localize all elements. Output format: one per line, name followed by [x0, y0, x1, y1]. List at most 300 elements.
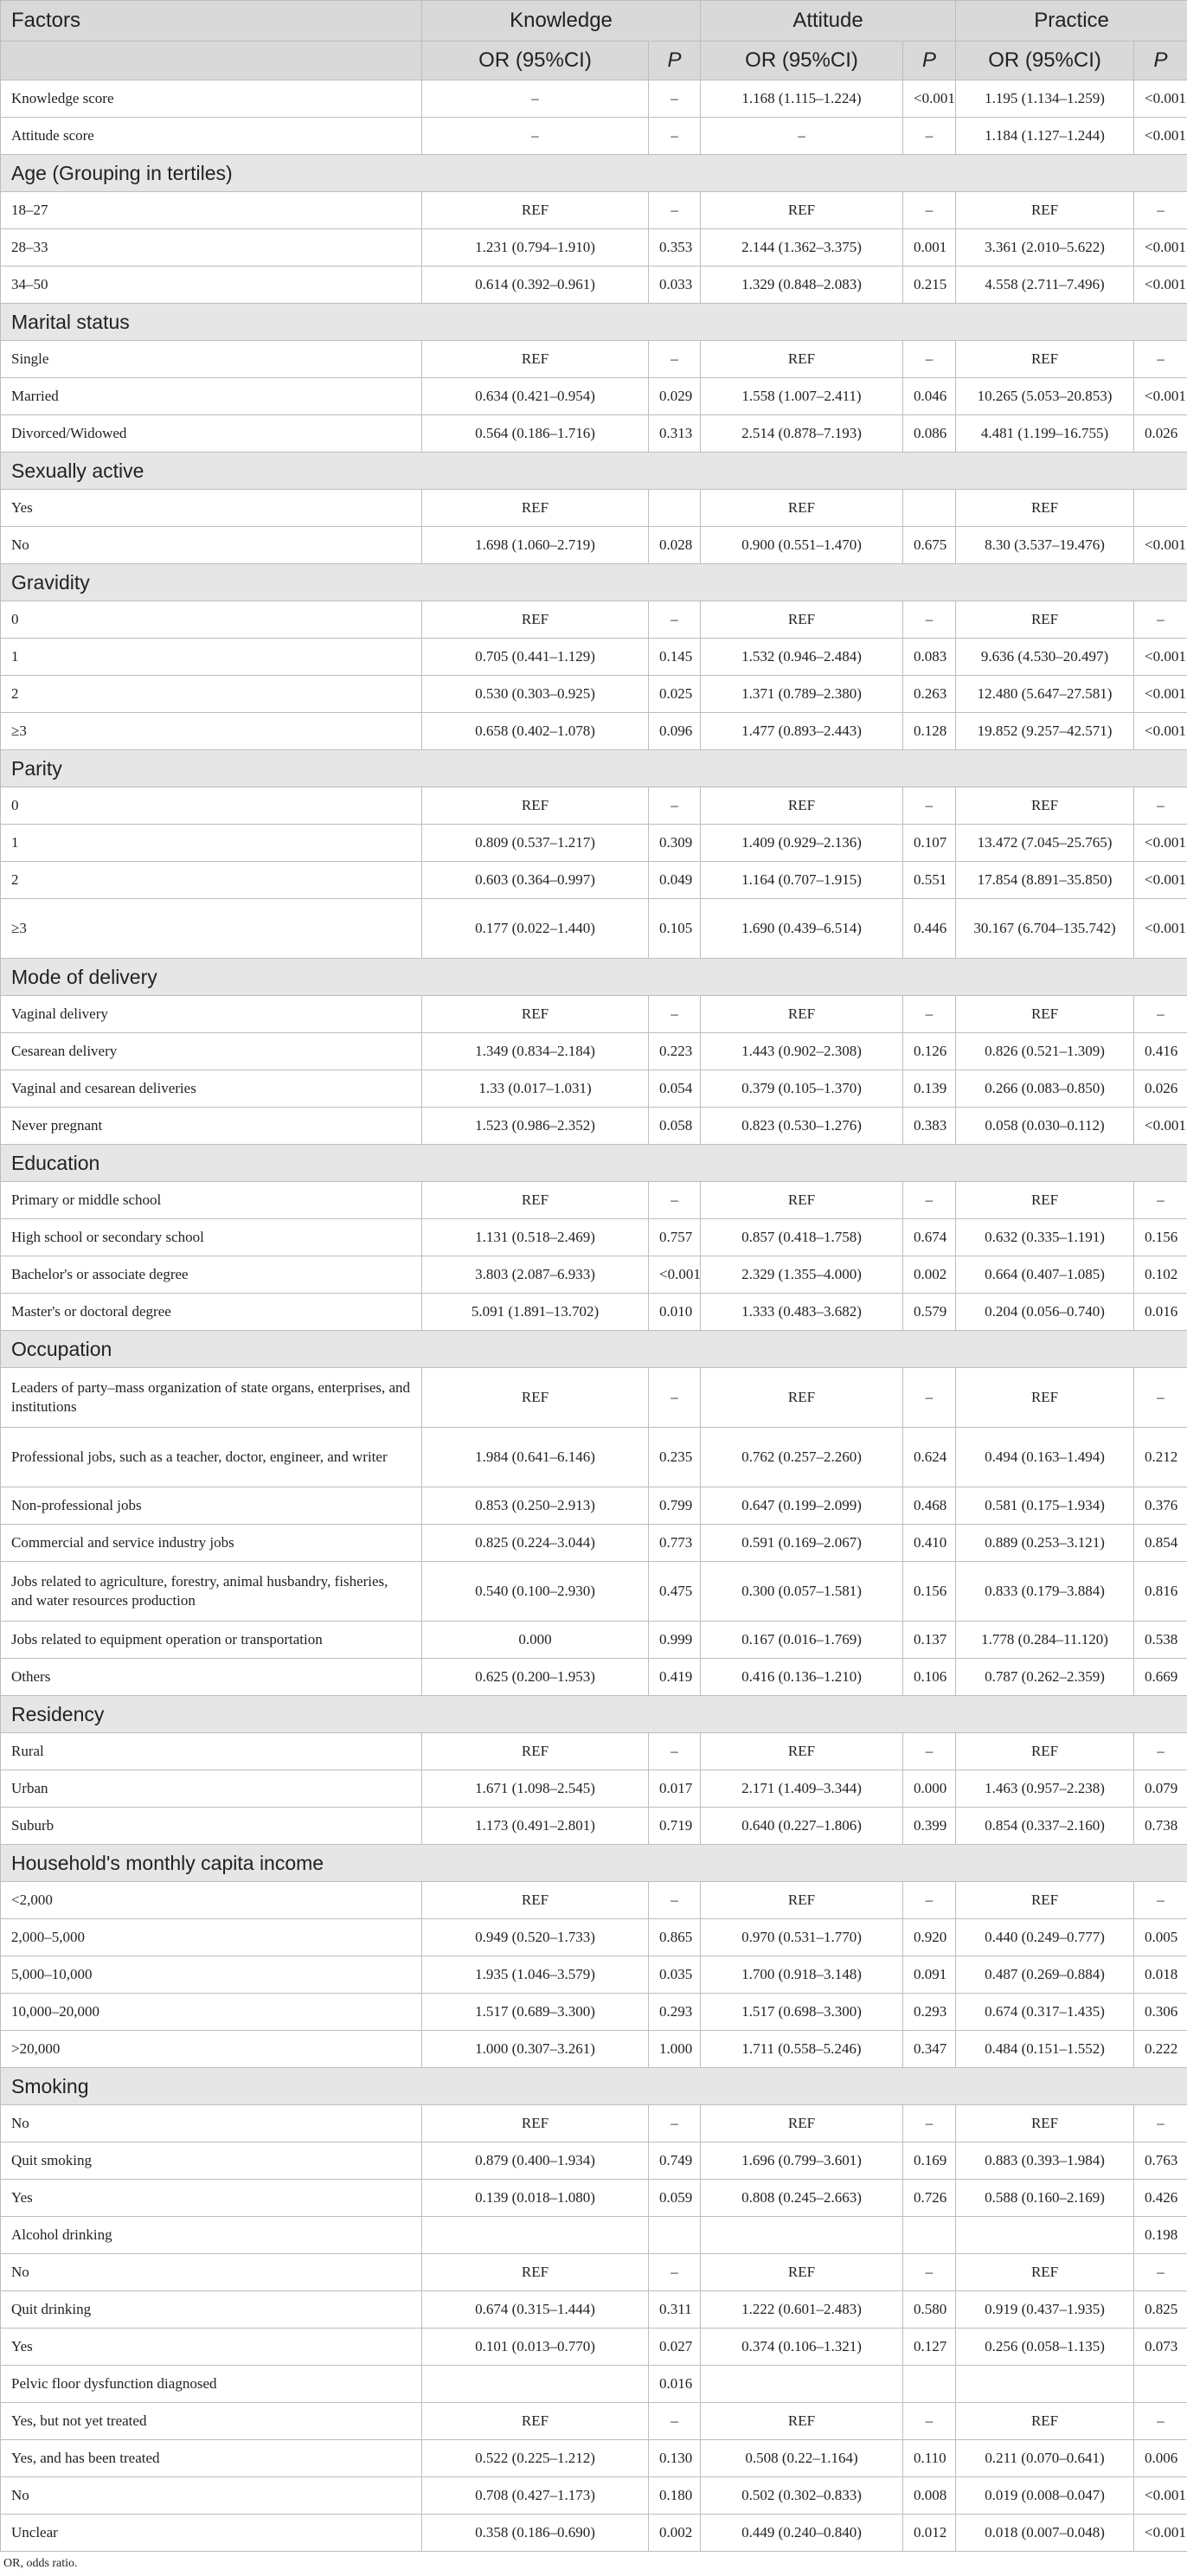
attitude-or-cell: 1.168 (1.115–1.224) — [701, 80, 903, 118]
practice-or-cell: REF — [956, 601, 1134, 639]
attitude-header: Attitude — [701, 1, 956, 42]
table-row — [1, 490, 1187, 527]
attitude-p-cell: 0.551 — [903, 862, 956, 899]
practice-or-cell: REF — [956, 490, 1134, 527]
attitude-p-cell: 0.106 — [903, 1659, 956, 1696]
knowledge-or-cell: 1.935 (1.046–3.579) — [422, 1956, 649, 1994]
practice-p-cell: 0.018 — [1134, 1956, 1187, 1994]
knowledge-p-cell: – — [649, 1368, 701, 1428]
practice-p-cell — [1134, 490, 1187, 527]
factor-label: Single — [1, 341, 422, 378]
knowledge-p-cell: 0.010 — [649, 1294, 701, 1331]
section-title: Sexually active — [1, 453, 1187, 490]
practice-or-cell: 0.019 (0.008–0.047) — [956, 2477, 1134, 2515]
practice-p-cell: <0.001 — [1134, 267, 1187, 304]
or-ci-header: OR (95%CI) — [422, 42, 649, 80]
knowledge-or-cell: REF — [422, 1882, 649, 1919]
attitude-or-cell: – — [701, 118, 903, 155]
table-row — [1, 1659, 1187, 1696]
table-row — [1, 2403, 1187, 2440]
section-header-row — [1, 1845, 1187, 1882]
factor-label: Never pregnant — [1, 1108, 422, 1145]
practice-p-cell: <0.001 — [1134, 229, 1187, 267]
attitude-or-cell: 0.374 (0.106–1.321) — [701, 2329, 903, 2366]
knowledge-p-cell: 0.130 — [649, 2440, 701, 2477]
factors-subheader — [1, 42, 422, 80]
table-row — [1, 1219, 1187, 1256]
table-row — [1, 2477, 1187, 2515]
table-row — [1, 1956, 1187, 1994]
knowledge-or-cell: 0.522 (0.225–1.212) — [422, 2440, 649, 2477]
knowledge-or-cell: 0.614 (0.392–0.961) — [422, 267, 649, 304]
attitude-or-cell: 0.762 (0.257–2.260) — [701, 1428, 903, 1487]
knowledge-p-cell: – — [649, 2403, 701, 2440]
knowledge-or-cell: 1.173 (0.491–2.801) — [422, 1808, 649, 1845]
attitude-p-cell: 0.137 — [903, 1622, 956, 1659]
section-header-row — [1, 304, 1187, 341]
practice-p-cell: <0.001 — [1134, 2477, 1187, 2515]
knowledge-or-cell: 0.949 (0.520–1.733) — [422, 1919, 649, 1956]
knowledge-p-cell: 0.028 — [649, 527, 701, 564]
table-row — [1, 229, 1187, 267]
attitude-p-cell: <0.001 — [903, 80, 956, 118]
knowledge-or-cell: REF — [422, 490, 649, 527]
table-row — [1, 192, 1187, 229]
attitude-or-cell: 1.333 (0.483–3.682) — [701, 1294, 903, 1331]
knowledge-or-cell: 1.131 (0.518–2.469) — [422, 1219, 649, 1256]
factor-label: 5,000–10,000 — [1, 1956, 422, 1994]
attitude-p-cell: 0.001 — [903, 229, 956, 267]
knowledge-or-cell — [422, 2217, 649, 2254]
section-title: Gravidity — [1, 564, 1187, 601]
knowledge-p-cell: – — [649, 996, 701, 1033]
table-row — [1, 1108, 1187, 1145]
practice-p-cell: <0.001 — [1134, 899, 1187, 959]
table-row — [1, 1882, 1187, 1919]
practice-p-cell: <0.001 — [1134, 713, 1187, 750]
knowledge-or-cell: – — [422, 118, 649, 155]
table-row — [1, 2105, 1187, 2142]
practice-or-cell: 4.481 (1.199–16.755) — [956, 415, 1134, 453]
practice-or-cell: 0.581 (0.175–1.934) — [956, 1487, 1134, 1525]
practice-p-cell: <0.001 — [1134, 80, 1187, 118]
attitude-or-cell: 0.900 (0.551–1.470) — [701, 527, 903, 564]
practice-p-cell: – — [1134, 1733, 1187, 1770]
attitude-p-cell: 0.126 — [903, 1033, 956, 1070]
p-value-header: P — [1134, 42, 1187, 80]
attitude-or-cell — [701, 2217, 903, 2254]
attitude-or-cell: 2.514 (0.878–7.193) — [701, 415, 903, 453]
attitude-or-cell: 1.477 (0.893–2.443) — [701, 713, 903, 750]
factor-label: 2,000–5,000 — [1, 1919, 422, 1956]
knowledge-or-cell: REF — [422, 787, 649, 825]
knowledge-or-cell: 0.000 — [422, 1622, 649, 1659]
factor-label: Married — [1, 378, 422, 415]
practice-or-cell: 0.632 (0.335–1.191) — [956, 1219, 1134, 1256]
section-header-row — [1, 1696, 1187, 1733]
knowledge-p-cell: 0.353 — [649, 229, 701, 267]
practice-or-cell: REF — [956, 2254, 1134, 2291]
attitude-or-cell: 0.508 (0.22–1.164) — [701, 2440, 903, 2477]
table-row — [1, 378, 1187, 415]
knowledge-or-cell: 0.708 (0.427–1.173) — [422, 2477, 649, 2515]
practice-p-cell: 0.669 — [1134, 1659, 1187, 1696]
knowledge-p-cell: 0.059 — [649, 2180, 701, 2217]
attitude-p-cell: 0.579 — [903, 1294, 956, 1331]
knowledge-p-cell: – — [649, 2105, 701, 2142]
table-row — [1, 1733, 1187, 1770]
factor-label: Others — [1, 1659, 422, 1696]
practice-p-cell: 0.763 — [1134, 2142, 1187, 2180]
knowledge-p-cell: – — [649, 118, 701, 155]
practice-p-cell: <0.001 — [1134, 825, 1187, 862]
section-title: Residency — [1, 1696, 1187, 1733]
knowledge-p-cell: 0.719 — [649, 1808, 701, 1845]
table-header — [1, 1, 1187, 80]
practice-or-cell: 12.480 (5.647–27.581) — [956, 676, 1134, 713]
table-row — [1, 1368, 1187, 1428]
factor-label: Urban — [1, 1770, 422, 1808]
table-row — [1, 1070, 1187, 1108]
practice-or-cell: 0.787 (0.262–2.359) — [956, 1659, 1134, 1696]
factor-label: 2 — [1, 862, 422, 899]
knowledge-p-cell: 0.311 — [649, 2291, 701, 2329]
knowledge-or-cell: REF — [422, 1182, 649, 1219]
attitude-p-cell: – — [903, 1882, 956, 1919]
practice-or-cell: 4.558 (2.711–7.496) — [956, 267, 1134, 304]
attitude-p-cell: 0.110 — [903, 2440, 956, 2477]
section-title: Marital status — [1, 304, 1187, 341]
section-title: Age (Grouping in tertiles) — [1, 155, 1187, 192]
practice-or-cell: 10.265 (5.053–20.853) — [956, 378, 1134, 415]
knowledge-or-cell: 0.853 (0.250–2.913) — [422, 1487, 649, 1525]
factor-label: Attitude score — [1, 118, 422, 155]
factor-label: Divorced/Widowed — [1, 415, 422, 453]
knowledge-or-cell: 0.564 (0.186–1.716) — [422, 415, 649, 453]
table-row — [1, 1994, 1187, 2031]
knowledge-p-cell: 0.054 — [649, 1070, 701, 1108]
factor-label: Vaginal delivery — [1, 996, 422, 1033]
knowledge-or-cell: 1.523 (0.986–2.352) — [422, 1108, 649, 1145]
practice-p-cell: 0.212 — [1134, 1428, 1187, 1487]
attitude-p-cell: 0.083 — [903, 639, 956, 676]
section-header-row — [1, 155, 1187, 192]
practice-or-cell — [956, 2217, 1134, 2254]
table-row — [1, 2291, 1187, 2329]
table-row — [1, 601, 1187, 639]
practice-p-cell: 0.376 — [1134, 1487, 1187, 1525]
practice-p-cell: 0.073 — [1134, 2329, 1187, 2366]
attitude-or-cell: 0.416 (0.136–1.210) — [701, 1659, 903, 1696]
knowledge-p-cell: 0.235 — [649, 1428, 701, 1487]
practice-or-cell: 0.484 (0.151–1.552) — [956, 2031, 1134, 2068]
practice-or-cell: 3.361 (2.010–5.622) — [956, 229, 1134, 267]
factor-label: No — [1, 2254, 422, 2291]
attitude-p-cell: – — [903, 996, 956, 1033]
factor-label: 0 — [1, 787, 422, 825]
attitude-p-cell: 0.012 — [903, 2515, 956, 2552]
practice-or-cell: 0.018 (0.007–0.048) — [956, 2515, 1134, 2552]
attitude-or-cell: REF — [701, 341, 903, 378]
attitude-p-cell: 0.008 — [903, 2477, 956, 2515]
practice-p-cell: – — [1134, 601, 1187, 639]
table-row — [1, 1182, 1187, 1219]
knowledge-p-cell: 0.293 — [649, 1994, 701, 2031]
practice-header: Practice — [956, 1, 1187, 42]
attitude-p-cell: – — [903, 1368, 956, 1428]
knowledge-or-cell: 1.33 (0.017–1.031) — [422, 1070, 649, 1108]
table-row — [1, 1256, 1187, 1294]
table-row — [1, 2366, 1187, 2403]
attitude-or-cell: 1.696 (0.799–3.601) — [701, 2142, 903, 2180]
attitude-p-cell: – — [903, 2105, 956, 2142]
practice-p-cell: 0.026 — [1134, 415, 1187, 453]
factor-label: Vaginal and cesarean deliveries — [1, 1070, 422, 1108]
attitude-p-cell: – — [903, 118, 956, 155]
factor-label: Quit drinking — [1, 2291, 422, 2329]
knowledge-or-cell: 3.803 (2.087–6.933) — [422, 1256, 649, 1294]
table-row — [1, 1294, 1187, 1331]
practice-p-cell: – — [1134, 1882, 1187, 1919]
factor-label: Rural — [1, 1733, 422, 1770]
attitude-or-cell: 0.379 (0.105–1.370) — [701, 1070, 903, 1108]
practice-p-cell: 0.306 — [1134, 1994, 1187, 2031]
knowledge-p-cell: 0.033 — [649, 267, 701, 304]
table-row — [1, 2254, 1187, 2291]
factor-label: Leaders of party–mass organization of state organs, enterprises, and institutions — [1, 1368, 422, 1428]
practice-or-cell: 0.256 (0.058–1.135) — [956, 2329, 1134, 2366]
knowledge-p-cell: 0.002 — [649, 2515, 701, 2552]
factor-label: Yes, and has been treated — [1, 2440, 422, 2477]
table-row — [1, 787, 1187, 825]
factor-label: Yes, but not yet treated — [1, 2403, 422, 2440]
knowledge-or-cell: 1.349 (0.834–2.184) — [422, 1033, 649, 1070]
knowledge-p-cell: 1.000 — [649, 2031, 701, 2068]
practice-p-cell: 0.198 — [1134, 2217, 1187, 2254]
attitude-or-cell: 1.517 (0.698–3.300) — [701, 1994, 903, 2031]
practice-or-cell: 13.472 (7.045–25.765) — [956, 825, 1134, 862]
knowledge-or-cell: REF — [422, 341, 649, 378]
attitude-or-cell: REF — [701, 2105, 903, 2142]
practice-or-cell: REF — [956, 787, 1134, 825]
table-row — [1, 676, 1187, 713]
knowledge-p-cell: 0.058 — [649, 1108, 701, 1145]
knowledge-or-cell: 5.091 (1.891–13.702) — [422, 1294, 649, 1331]
factor-label: Alcohol drinking — [1, 2217, 422, 2254]
attitude-or-cell: 1.371 (0.789–2.380) — [701, 676, 903, 713]
practice-p-cell: 0.854 — [1134, 1525, 1187, 1562]
knowledge-or-cell: REF — [422, 996, 649, 1033]
practice-p-cell: – — [1134, 2105, 1187, 2142]
practice-or-cell: REF — [956, 1368, 1134, 1428]
factor-label: No — [1, 2477, 422, 2515]
table-row — [1, 1808, 1187, 1845]
knowledge-or-cell: 0.603 (0.364–0.997) — [422, 862, 649, 899]
factor-label: Quit smoking — [1, 2142, 422, 2180]
table-row — [1, 527, 1187, 564]
attitude-p-cell: 0.215 — [903, 267, 956, 304]
section-title: Parity — [1, 750, 1187, 787]
practice-or-cell: 1.184 (1.127–1.244) — [956, 118, 1134, 155]
attitude-or-cell: REF — [701, 1733, 903, 1770]
table-row — [1, 2515, 1187, 2552]
knowledge-p-cell: – — [649, 2254, 701, 2291]
factor-label: Master's or doctoral degree — [1, 1294, 422, 1331]
section-header-row — [1, 750, 1187, 787]
attitude-or-cell: 0.823 (0.530–1.276) — [701, 1108, 903, 1145]
knowledge-p-cell: – — [649, 601, 701, 639]
factor-label: Unclear — [1, 2515, 422, 2552]
practice-p-cell: <0.001 — [1134, 378, 1187, 415]
knowledge-or-cell: 1.517 (0.689–3.300) — [422, 1994, 649, 2031]
practice-p-cell: <0.001 — [1134, 527, 1187, 564]
attitude-or-cell: 0.647 (0.199–2.099) — [701, 1487, 903, 1525]
practice-or-cell: 1.778 (0.284–11.120) — [956, 1622, 1134, 1659]
attitude-p-cell: 0.624 — [903, 1428, 956, 1487]
attitude-p-cell: 0.675 — [903, 527, 956, 564]
knowledge-p-cell: 0.025 — [649, 676, 701, 713]
table-row — [1, 2142, 1187, 2180]
knowledge-or-cell: 1.698 (1.060–2.719) — [422, 527, 649, 564]
knowledge-or-cell: 0.879 (0.400–1.934) — [422, 2142, 649, 2180]
practice-p-cell: 0.738 — [1134, 1808, 1187, 1845]
knowledge-or-cell: REF — [422, 1733, 649, 1770]
attitude-or-cell: REF — [701, 2254, 903, 2291]
attitude-or-cell: 1.690 (0.439–6.514) — [701, 899, 903, 959]
practice-p-cell: – — [1134, 2254, 1187, 2291]
attitude-or-cell: REF — [701, 996, 903, 1033]
knowledge-p-cell: 0.105 — [649, 899, 701, 959]
factor-label: Yes — [1, 490, 422, 527]
practice-or-cell: 0.826 (0.521–1.309) — [956, 1033, 1134, 1070]
knowledge-p-cell: 0.773 — [649, 1525, 701, 1562]
knowledge-or-cell: REF — [422, 2403, 649, 2440]
knowledge-or-cell: 0.177 (0.022–1.440) — [422, 899, 649, 959]
table-row — [1, 80, 1187, 118]
table-row — [1, 862, 1187, 899]
attitude-or-cell: 1.222 (0.601–2.483) — [701, 2291, 903, 2329]
practice-or-cell: REF — [956, 1182, 1134, 1219]
practice-or-cell: REF — [956, 1882, 1134, 1919]
table-row — [1, 1622, 1187, 1659]
attitude-or-cell: 0.502 (0.302–0.833) — [701, 2477, 903, 2515]
attitude-or-cell: 1.443 (0.902–2.308) — [701, 1033, 903, 1070]
practice-p-cell: <0.001 — [1134, 862, 1187, 899]
factor-label: No — [1, 527, 422, 564]
knowledge-p-cell: – — [649, 787, 701, 825]
practice-or-cell: 1.195 (1.134–1.259) — [956, 80, 1134, 118]
attitude-p-cell: 0.139 — [903, 1070, 956, 1108]
knowledge-or-cell: 1.984 (0.641–6.146) — [422, 1428, 649, 1487]
attitude-p-cell: – — [903, 601, 956, 639]
factor-label: 1 — [1, 825, 422, 862]
practice-p-cell: – — [1134, 341, 1187, 378]
knowledge-p-cell: 0.419 — [649, 1659, 701, 1696]
practice-p-cell: <0.001 — [1134, 118, 1187, 155]
practice-or-cell: 0.919 (0.437–1.935) — [956, 2291, 1134, 2329]
practice-or-cell: 1.463 (0.957–2.238) — [956, 1770, 1134, 1808]
knowledge-p-cell: 0.096 — [649, 713, 701, 750]
table-row — [1, 1487, 1187, 1525]
practice-or-cell — [956, 2366, 1134, 2403]
practice-or-cell: 0.674 (0.317–1.435) — [956, 1994, 1134, 2031]
knowledge-or-cell: 0.825 (0.224–3.044) — [422, 1525, 649, 1562]
knowledge-or-cell: 0.530 (0.303–0.925) — [422, 676, 649, 713]
practice-or-cell: 0.211 (0.070–0.641) — [956, 2440, 1134, 2477]
practice-p-cell — [1134, 2366, 1187, 2403]
attitude-p-cell — [903, 2366, 956, 2403]
table-row — [1, 415, 1187, 453]
factor-label: 18–27 — [1, 192, 422, 229]
attitude-p-cell: – — [903, 1733, 956, 1770]
knowledge-or-cell: 0.540 (0.100–2.930) — [422, 1562, 649, 1622]
practice-p-cell: – — [1134, 192, 1187, 229]
practice-or-cell: REF — [956, 1733, 1134, 1770]
attitude-p-cell: 0.468 — [903, 1487, 956, 1525]
knowledge-p-cell: 0.475 — [649, 1562, 701, 1622]
practice-p-cell: <0.001 — [1134, 676, 1187, 713]
attitude-or-cell: REF — [701, 2403, 903, 2440]
factor-label: Primary or middle school — [1, 1182, 422, 1219]
practice-p-cell: 0.156 — [1134, 1219, 1187, 1256]
attitude-p-cell: – — [903, 341, 956, 378]
practice-p-cell: 0.005 — [1134, 1919, 1187, 1956]
knowledge-p-cell: 0.017 — [649, 1770, 701, 1808]
table-row — [1, 996, 1187, 1033]
practice-or-cell: REF — [956, 996, 1134, 1033]
practice-or-cell: 0.204 (0.056–0.740) — [956, 1294, 1134, 1331]
practice-p-cell: 0.816 — [1134, 1562, 1187, 1622]
section-title: Occupation — [1, 1331, 1187, 1368]
knowledge-or-cell: 0.705 (0.441–1.129) — [422, 639, 649, 676]
section-title: Smoking — [1, 2068, 1187, 2105]
factor-label: ≥3 — [1, 899, 422, 959]
factor-label: >20,000 — [1, 2031, 422, 2068]
factor-label: Jobs related to agriculture, forestry, animal husbandry, fisheries, and water resources production — [1, 1562, 422, 1622]
knowledge-p-cell: – — [649, 1733, 701, 1770]
table-row — [1, 1919, 1187, 1956]
practice-or-cell: 0.058 (0.030–0.112) — [956, 1108, 1134, 1145]
knowledge-p-cell: 0.145 — [649, 639, 701, 676]
knowledge-p-cell: 0.027 — [649, 2329, 701, 2366]
attitude-or-cell: 0.857 (0.418–1.758) — [701, 1219, 903, 1256]
knowledge-or-cell: 0.658 (0.402–1.078) — [422, 713, 649, 750]
practice-p-cell: 0.016 — [1134, 1294, 1187, 1331]
attitude-p-cell: 0.347 — [903, 2031, 956, 2068]
practice-p-cell: <0.001 — [1134, 2515, 1187, 2552]
practice-p-cell: – — [1134, 1182, 1187, 1219]
attitude-or-cell: 2.144 (1.362–3.375) — [701, 229, 903, 267]
factor-label: 0 — [1, 601, 422, 639]
table-row — [1, 2180, 1187, 2217]
attitude-p-cell: 0.091 — [903, 1956, 956, 1994]
practice-p-cell: 0.416 — [1134, 1033, 1187, 1070]
table-row — [1, 1525, 1187, 1562]
table-row — [1, 1428, 1187, 1487]
attitude-or-cell: REF — [701, 192, 903, 229]
factors-header: Factors — [1, 1, 422, 42]
knowledge-p-cell: 0.865 — [649, 1919, 701, 1956]
table-row — [1, 341, 1187, 378]
practice-p-cell: <0.001 — [1134, 639, 1187, 676]
practice-p-cell: 0.825 — [1134, 2291, 1187, 2329]
attitude-p-cell: 0.002 — [903, 1256, 956, 1294]
table-row — [1, 2440, 1187, 2477]
section-title: Household's monthly capita income — [1, 1845, 1187, 1882]
section-header-row — [1, 453, 1187, 490]
knowledge-p-cell: – — [649, 80, 701, 118]
practice-p-cell: <0.001 — [1134, 1108, 1187, 1145]
